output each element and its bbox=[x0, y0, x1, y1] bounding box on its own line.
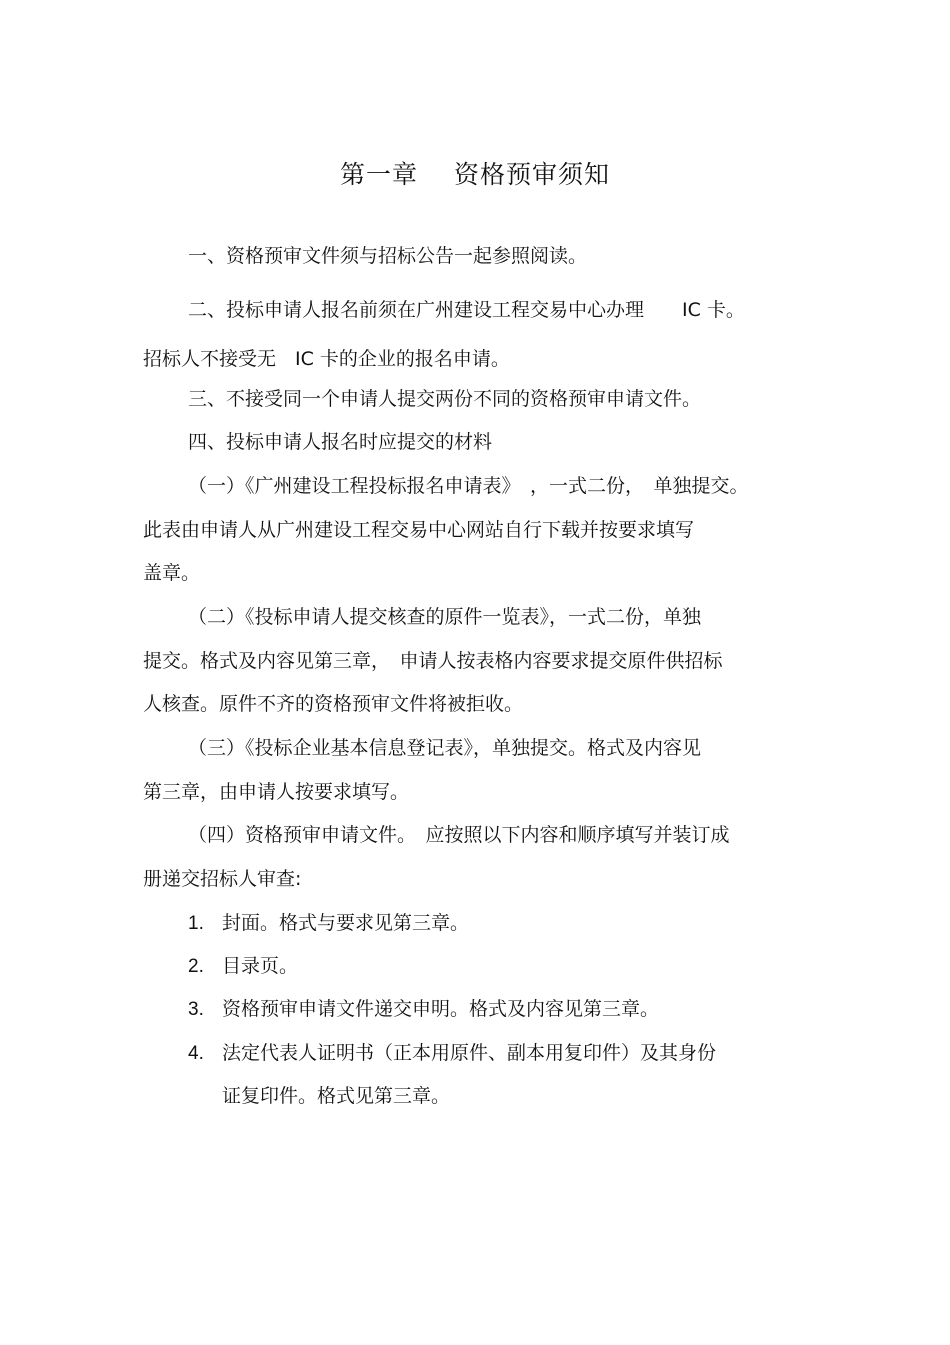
item-text: 资格预审申请文件递交申明。格式及内容见第三章。 bbox=[222, 998, 660, 1020]
paragraph-line: （三）《投标企业基本信息登记表》，单独提交。格式及内容见 bbox=[188, 737, 702, 759]
numbered-item bbox=[188, 1039, 716, 1068]
chapter-title bbox=[0, 155, 950, 191]
paragraph-line: 四、投标申请人报名时应提交的材料 bbox=[188, 431, 493, 453]
paragraph-line: 此表由申请人从广州建设工程交易中心网站自行下载并按要求填写 bbox=[143, 519, 695, 541]
paragraph-line: （二）《投标申请人提交核查的原件一览表》，一式二份，单独 bbox=[188, 606, 702, 628]
paragraph-line: 册递交招标人审查: bbox=[143, 868, 302, 890]
chapter-heading: 资格预审须知 bbox=[454, 160, 611, 189]
paragraph-line: 一、资格预审文件须与招标公告一起参照阅读。 bbox=[188, 245, 588, 267]
item-text: 封面。格式与要求见第三章。 bbox=[222, 912, 470, 934]
item-number: 4. bbox=[188, 1043, 204, 1064]
numbered-item bbox=[188, 909, 469, 938]
chapter-number: 第一章 bbox=[339, 160, 418, 189]
item-number: 2. bbox=[188, 956, 204, 977]
item-continuation: 证复印件。格式见第三章。 bbox=[222, 1085, 451, 1107]
numbered-item bbox=[188, 995, 659, 1024]
paragraph-line: （一）《广州建设工程投标报名申请表》 ，一式二份， 单独提交。 bbox=[188, 475, 749, 497]
paragraph-line: 人核查。原件不齐的资格预审文件将被拒收。 bbox=[143, 693, 524, 715]
paragraph-line: 第三章，由申请人按要求填写。 bbox=[143, 781, 410, 803]
numbered-item bbox=[188, 952, 298, 981]
item-text: 目录页。 bbox=[222, 955, 299, 977]
paragraph-line: 招标人不接受无 IC 卡的企业的报名申请。 bbox=[143, 348, 510, 370]
paragraph-line: 三、不接受同一个申请人提交两份不同的资格预审申请文件。 bbox=[188, 388, 702, 410]
item-number: 3. bbox=[188, 999, 204, 1020]
item-text: 法定代表人证明书（正本用原件、副本用复印件）及其身份 bbox=[222, 1042, 717, 1064]
paragraph-line: 二、投标申请人报名前须在广州建设工程交易中心办理 IC 卡。 bbox=[188, 299, 745, 321]
paragraph-line: （四）资格预审申请文件。 应按照以下内容和顺序填写并装订成 bbox=[188, 824, 730, 846]
paragraph-line: 盖章。 bbox=[143, 562, 201, 584]
item-number: 1. bbox=[188, 913, 204, 934]
paragraph-line: 提交。格式及内容见第三章， 申请人按表格内容要求提交原件供招标 bbox=[143, 650, 723, 672]
